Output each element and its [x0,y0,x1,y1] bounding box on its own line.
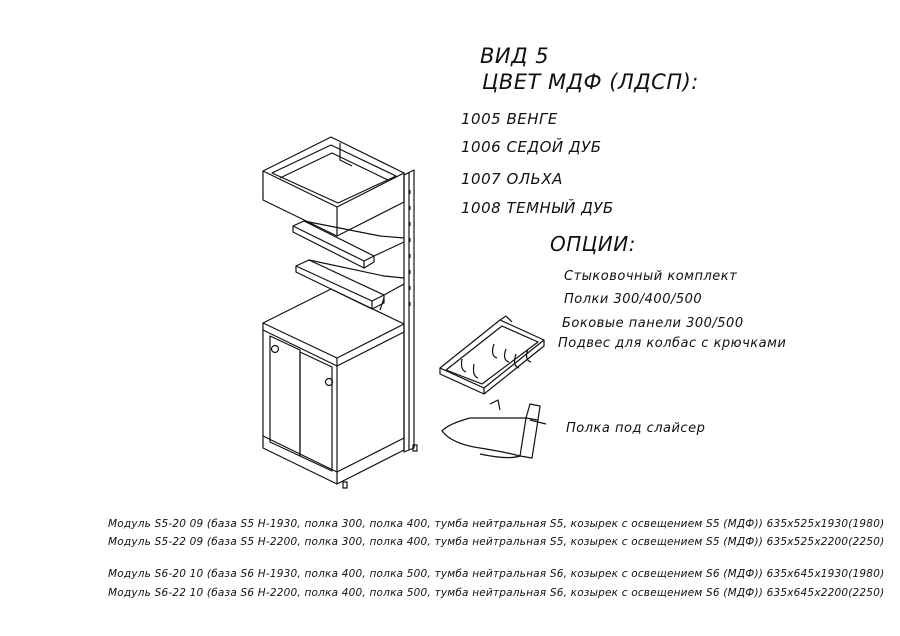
shelving-unit-drawing [263,137,417,488]
color-item: 1005 ВЕНГЕ [461,110,558,128]
color-item: 1007 ОЛЬХА [461,170,563,188]
color-item: 1006 СЕДОЙ ДУБ [461,138,602,156]
color-title: ЦВЕТ МДФ (ЛДСП): [482,70,699,94]
option-item: Полки 300/400/500 [564,292,703,307]
option-item: Боковые панели 300/500 [562,316,744,331]
sausage-hanger-drawing [440,316,544,394]
slicer-shelf-drawing [442,400,546,458]
slicer-shelf-label: Полка под слайсер [566,421,706,436]
module-spec: Модуль S6-20 10 (база S6 H-1930, полка 400, полка 500, тумба нейтральная S6, козырек с освещением S6 (МДФ)) 635x645x1930(1980) [108,568,885,580]
module-spec: Модуль S6-22 10 (база S6 H-2200, полка 400, полка 500, тумба нейтральная S6, козырек с освещением S6 (МДФ)) 635x645x2200(2250) [108,587,885,599]
options-title: ОПЦИИ: [550,232,636,256]
view-title: ВИД 5 [480,44,550,68]
module-spec: Модуль S5-22 09 (база S5 H-2200, полка 300, полка 400, тумба нейтральная S5, козырек с освещением S5 (МДФ)) 635x525x2200(2250) [108,536,885,548]
module-spec: Модуль S5-20 09 (база S5 H-1930, полка 300, полка 400, тумба нейтральная S5, козырек с освещением S5 (МДФ)) 635x525x1930(1980) [108,518,885,530]
option-item: Стыковочный комплект [564,269,738,284]
option-item: Подвес для колбас с крючками [558,336,787,351]
color-item: 1008 ТЕМНЫЙ ДУБ [461,199,614,217]
